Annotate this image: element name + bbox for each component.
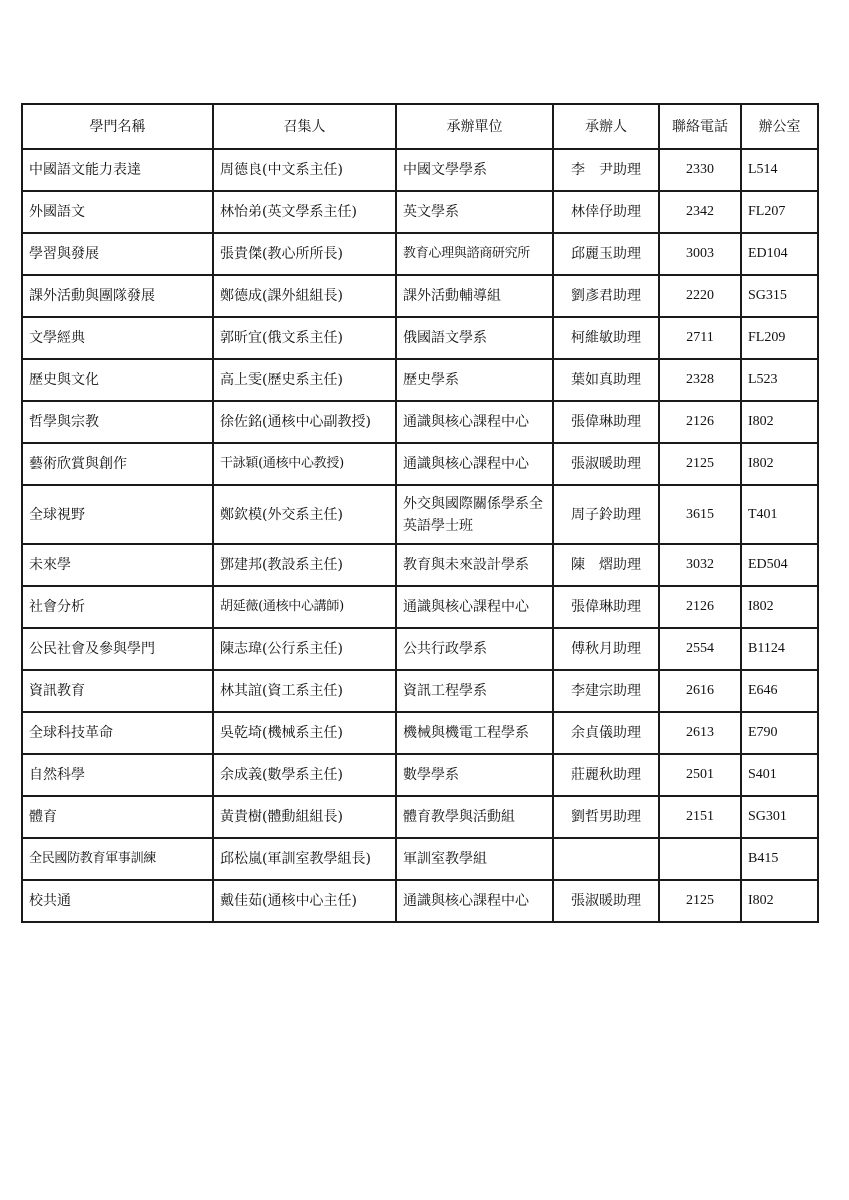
cell-convener: 鄧建邦(教設系主任) xyxy=(213,544,396,586)
cell-room: L514 xyxy=(741,149,818,191)
table-row xyxy=(22,586,818,628)
cell-staff: 余貞儀助理 xyxy=(553,712,659,754)
cell-room: S401 xyxy=(741,754,818,796)
cell-staff: 張淑暖助理 xyxy=(553,880,659,922)
cell-staff: 李建宗助理 xyxy=(553,670,659,712)
cell-unit: 外交與國際關係學系全英語學士班 xyxy=(396,485,553,544)
table-row xyxy=(22,712,818,754)
cell-staff: 林倖伃助理 xyxy=(553,191,659,233)
cell-tel: 2328 xyxy=(659,359,741,401)
table-row xyxy=(22,838,818,880)
cell-tel: 3615 xyxy=(659,485,741,544)
cell-convener: 干詠穎(通核中心教授) xyxy=(213,443,396,485)
cell-convener: 余成義(數學系主任) xyxy=(213,754,396,796)
table-row xyxy=(22,544,818,586)
cell-name: 藝術欣賞與創作 xyxy=(22,443,213,485)
cell-room: B1124 xyxy=(741,628,818,670)
cell-unit: 教育心理與諮商研究所 xyxy=(396,233,553,275)
header-row xyxy=(22,104,818,149)
cell-convener: 陳志瑋(公行系主任) xyxy=(213,628,396,670)
cell-unit: 通識與核心課程中心 xyxy=(396,443,553,485)
cell-name: 中國語文能力表達 xyxy=(22,149,213,191)
cell-name: 校共通 xyxy=(22,880,213,922)
cell-convener: 徐佐銘(通核中心副教授) xyxy=(213,401,396,443)
cell-tel: 2554 xyxy=(659,628,741,670)
table-row xyxy=(22,359,818,401)
cell-tel: 2501 xyxy=(659,754,741,796)
cell-convener: 張貴傑(教心所所長) xyxy=(213,233,396,275)
cell-unit: 數學學系 xyxy=(396,754,553,796)
cell-unit: 中國文學學系 xyxy=(396,149,553,191)
table-row xyxy=(22,149,818,191)
header-convener: 召集人 xyxy=(213,104,396,149)
cell-unit: 通識與核心課程中心 xyxy=(396,586,553,628)
cell-name: 體育 xyxy=(22,796,213,838)
cell-convener: 邱松嵐(軍訓室教學組長) xyxy=(213,838,396,880)
cell-room: SG301 xyxy=(741,796,818,838)
cell-convener: 林怡弟(英文學系主任) xyxy=(213,191,396,233)
cell-tel: 2330 xyxy=(659,149,741,191)
cell-staff: 劉彥君助理 xyxy=(553,275,659,317)
cell-room: FL209 xyxy=(741,317,818,359)
cell-name: 公民社會及參與學門 xyxy=(22,628,213,670)
cell-staff: 李 尹助理 xyxy=(553,149,659,191)
header-staff: 承辦人 xyxy=(553,104,659,149)
cell-staff: 周子鈴助理 xyxy=(553,485,659,544)
header-name: 學門名稱 xyxy=(22,104,213,149)
cell-convener: 周德良(中文系主任) xyxy=(213,149,396,191)
cell-room: I802 xyxy=(741,586,818,628)
table-row xyxy=(22,485,818,544)
cell-convener: 郭昕宜(俄文系主任) xyxy=(213,317,396,359)
cell-unit: 公共行政學系 xyxy=(396,628,553,670)
table-row xyxy=(22,401,818,443)
cell-convener: 林其誼(資工系主任) xyxy=(213,670,396,712)
cell-convener: 戴佳茹(通核中心主任) xyxy=(213,880,396,922)
table-row xyxy=(22,670,818,712)
cell-staff: 陳 熠助理 xyxy=(553,544,659,586)
table-row xyxy=(22,880,818,922)
cell-tel: 2126 xyxy=(659,586,741,628)
cell-room: ED104 xyxy=(741,233,818,275)
cell-unit: 通識與核心課程中心 xyxy=(396,401,553,443)
cell-tel: 2220 xyxy=(659,275,741,317)
cell-tel: 3003 xyxy=(659,233,741,275)
cell-tel: 2125 xyxy=(659,880,741,922)
cell-room: I802 xyxy=(741,401,818,443)
cell-name: 學習與發展 xyxy=(22,233,213,275)
table-row xyxy=(22,275,818,317)
cell-room: E790 xyxy=(741,712,818,754)
cell-room: E646 xyxy=(741,670,818,712)
cell-convener: 鄭欽模(外交系主任) xyxy=(213,485,396,544)
cell-tel: 2126 xyxy=(659,401,741,443)
cell-convener: 鄭德成(課外組組長) xyxy=(213,275,396,317)
cell-staff: 柯維敏助理 xyxy=(553,317,659,359)
cell-tel: 2616 xyxy=(659,670,741,712)
cell-tel xyxy=(659,838,741,880)
header-tel: 聯絡電話 xyxy=(659,104,741,149)
cell-room: I802 xyxy=(741,443,818,485)
cell-staff: 劉哲男助理 xyxy=(553,796,659,838)
cell-name: 課外活動與團隊發展 xyxy=(22,275,213,317)
cell-name: 未來學 xyxy=(22,544,213,586)
cell-tel: 2613 xyxy=(659,712,741,754)
cell-unit: 英文學系 xyxy=(396,191,553,233)
cell-room: B415 xyxy=(741,838,818,880)
cell-unit: 機械與機電工程學系 xyxy=(396,712,553,754)
table-row xyxy=(22,233,818,275)
table-row xyxy=(22,191,818,233)
cell-room: I802 xyxy=(741,880,818,922)
cell-room: FL207 xyxy=(741,191,818,233)
cell-name: 全球視野 xyxy=(22,485,213,544)
cell-convener: 高上雯(歷史系主任) xyxy=(213,359,396,401)
table-row xyxy=(22,796,818,838)
cell-staff: 張偉琳助理 xyxy=(553,401,659,443)
cell-name: 全民國防教育軍事訓練 xyxy=(22,838,213,880)
cell-staff: 莊麗秋助理 xyxy=(553,754,659,796)
table-row xyxy=(22,317,818,359)
cell-room: T401 xyxy=(741,485,818,544)
cell-tel: 2342 xyxy=(659,191,741,233)
table-row xyxy=(22,754,818,796)
cell-room: L523 xyxy=(741,359,818,401)
cell-room: SG315 xyxy=(741,275,818,317)
cell-unit: 通識與核心課程中心 xyxy=(396,880,553,922)
cell-unit: 資訊工程學系 xyxy=(396,670,553,712)
cell-staff: 張淑暖助理 xyxy=(553,443,659,485)
cell-unit: 俄國語文學系 xyxy=(396,317,553,359)
cell-unit: 歷史學系 xyxy=(396,359,553,401)
cell-tel: 2711 xyxy=(659,317,741,359)
cell-convener: 黃貴樹(體動組組長) xyxy=(213,796,396,838)
table-row xyxy=(22,628,818,670)
cell-staff: 張偉琳助理 xyxy=(553,586,659,628)
cell-room: ED504 xyxy=(741,544,818,586)
cell-unit: 課外活動輔導組 xyxy=(396,275,553,317)
header-unit: 承辦單位 xyxy=(396,104,553,149)
cell-staff: 傅秋月助理 xyxy=(553,628,659,670)
cell-tel: 3032 xyxy=(659,544,741,586)
cell-name: 文學經典 xyxy=(22,317,213,359)
cell-name: 全球科技革命 xyxy=(22,712,213,754)
cell-staff xyxy=(553,838,659,880)
cell-unit: 體育教學與活動組 xyxy=(396,796,553,838)
cell-unit: 教育與未來設計學系 xyxy=(396,544,553,586)
cell-staff: 邱麗玉助理 xyxy=(553,233,659,275)
cell-convener: 吳乾埼(機械系主任) xyxy=(213,712,396,754)
cell-name: 歷史與文化 xyxy=(22,359,213,401)
cell-name: 社會分析 xyxy=(22,586,213,628)
cell-tel: 2125 xyxy=(659,443,741,485)
cell-staff: 葉如真助理 xyxy=(553,359,659,401)
cell-name: 外國語文 xyxy=(22,191,213,233)
cell-name: 資訊教育 xyxy=(22,670,213,712)
header-room: 辦公室 xyxy=(741,104,818,149)
cell-tel: 2151 xyxy=(659,796,741,838)
cell-unit: 軍訓室教學組 xyxy=(396,838,553,880)
cell-name: 自然科學 xyxy=(22,754,213,796)
table-row xyxy=(22,443,818,485)
cell-name: 哲學與宗教 xyxy=(22,401,213,443)
contact-table xyxy=(21,103,819,923)
cell-convener: 胡延薇(通核中心講師) xyxy=(213,586,396,628)
